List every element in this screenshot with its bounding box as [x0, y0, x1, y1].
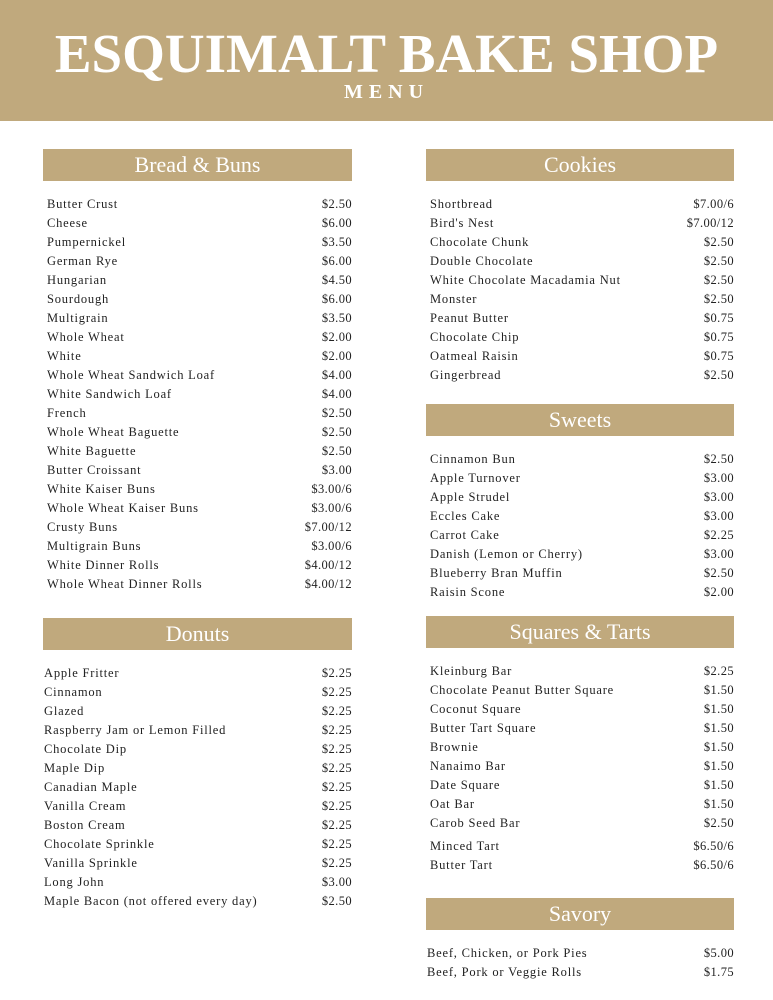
menu-item: [426, 795, 734, 814]
menu-item: [43, 759, 352, 778]
item-price: $3.00/6: [311, 501, 352, 515]
item-price: $2.50: [703, 452, 734, 466]
item-name: Carob Seed Bar: [430, 816, 521, 830]
item-name: Chocolate Chip: [430, 330, 520, 344]
item-name: Whole Wheat Baguette: [47, 425, 180, 439]
item-price: $3.50: [321, 311, 352, 325]
item-price: $2.50: [703, 816, 734, 830]
menu-item: [43, 778, 352, 797]
item-price: $2.25: [321, 761, 352, 775]
item-name: Date Square: [430, 778, 501, 792]
item-price: $3.00/6: [311, 482, 352, 496]
item-price: $2.50: [703, 254, 734, 268]
menu-item: [426, 837, 734, 856]
menu-item: [426, 347, 734, 366]
item-name: Cinnamon: [44, 685, 103, 699]
item-name: Oat Bar: [430, 797, 475, 811]
item-name: Maple Bacon (not offered every day): [44, 894, 258, 908]
menu-item: [426, 564, 734, 583]
item-name: Vanilla Cream: [44, 799, 127, 813]
menu-item: [426, 700, 734, 719]
item-price: $0.75: [703, 330, 734, 344]
item-name: Cheese: [47, 216, 88, 230]
item-name: Butter Croissant: [47, 463, 142, 477]
item-name: Chocolate Peanut Butter Square: [430, 683, 615, 697]
menu-item: [43, 702, 352, 721]
item-price: $3.50: [321, 235, 352, 249]
item-price: $2.00: [321, 349, 352, 363]
item-name: Whole Wheat Dinner Rolls: [47, 577, 203, 591]
menu-item: [43, 835, 352, 854]
item-price: $2.25: [321, 780, 352, 794]
menu-item: [43, 664, 352, 683]
item-name: Chocolate Dip: [44, 742, 127, 756]
menu-item: [426, 271, 734, 290]
menu-item: [426, 526, 734, 545]
menu-item: [43, 271, 352, 290]
menu-item: [43, 461, 352, 480]
section-title-savory: Savory: [426, 898, 734, 930]
section-title-bread-buns: Bread & Buns: [43, 149, 352, 181]
item-price: $1.50: [703, 683, 734, 697]
item-name: Nanaimo Bar: [430, 759, 506, 773]
menu-item: [43, 854, 352, 873]
item-name: Vanilla Sprinkle: [44, 856, 138, 870]
item-name: Whole Wheat Sandwich Loaf: [47, 368, 215, 382]
item-price: $2.25: [321, 742, 352, 756]
item-name: Maple Dip: [44, 761, 106, 775]
section-cookies: [426, 149, 734, 385]
menu-item: [426, 214, 734, 233]
item-price: $7.00/12: [304, 520, 352, 534]
item-price: $2.50: [703, 368, 734, 382]
item-price: $2.25: [321, 704, 352, 718]
item-price: $3.00: [321, 875, 352, 889]
menu-item: [426, 366, 734, 385]
menu-item: [43, 214, 352, 233]
item-price: $2.25: [321, 837, 352, 851]
menu-item: [426, 195, 734, 214]
item-name: Double Chocolate: [430, 254, 534, 268]
menu-item: [426, 583, 734, 602]
section-title-cookies: Cookies: [426, 149, 734, 181]
menu-item: [43, 404, 352, 423]
item-price: $4.00: [321, 368, 352, 382]
item-name: Gingerbread: [430, 368, 502, 382]
item-price: $6.50/6: [693, 858, 734, 872]
menu-item: [43, 575, 352, 594]
section-donuts: [43, 618, 352, 911]
section-title-squares-tarts: Squares & Tarts: [426, 616, 734, 648]
menu-item: [43, 328, 352, 347]
item-name: Peanut Butter: [430, 311, 509, 325]
item-price: $6.00: [321, 292, 352, 306]
item-list: [43, 664, 352, 911]
menu-item: [43, 290, 352, 309]
menu-item: [43, 423, 352, 442]
item-name: Canadian Maple: [44, 780, 138, 794]
item-price: $1.75: [703, 965, 734, 979]
item-name: Whole Wheat Kaiser Buns: [47, 501, 199, 515]
menu-item: [426, 719, 734, 738]
item-price: $2.25: [703, 664, 734, 678]
item-name: Glazed: [44, 704, 85, 718]
item-price: $3.00: [321, 463, 352, 477]
item-name: Butter Tart Square: [430, 721, 537, 735]
item-name: Eccles Cake: [430, 509, 501, 523]
item-name: Cinnamon Bun: [430, 452, 516, 466]
item-price: $2.25: [321, 723, 352, 737]
item-price: $2.50: [703, 566, 734, 580]
item-price: $5.00: [703, 946, 734, 960]
item-name: White Kaiser Buns: [47, 482, 156, 496]
item-name: Coconut Square: [430, 702, 522, 716]
item-list: [426, 944, 734, 982]
item-name: Oatmeal Raisin: [430, 349, 519, 363]
item-price: $6.50/6: [693, 839, 734, 853]
menu-item: [43, 797, 352, 816]
item-name: Hungarian: [47, 273, 107, 287]
item-name: Crusty Buns: [47, 520, 118, 534]
section-sweets: [426, 404, 734, 602]
header-banner: [0, 0, 773, 121]
section-savory: [426, 898, 734, 982]
item-price: $2.50: [321, 406, 352, 420]
item-name: White: [47, 349, 82, 363]
item-name: Monster: [430, 292, 478, 306]
menu-item: [426, 963, 734, 982]
menu-item: [426, 450, 734, 469]
item-price: $1.50: [703, 721, 734, 735]
item-name: Beef, Pork or Veggie Rolls: [427, 965, 582, 979]
menu-item: [43, 683, 352, 702]
item-name: Multigrain: [47, 311, 109, 325]
item-price: $6.00: [321, 254, 352, 268]
item-price: $1.50: [703, 778, 734, 792]
item-name: Boston Cream: [44, 818, 126, 832]
menu-item: [426, 545, 734, 564]
item-name: Chocolate Chunk: [430, 235, 530, 249]
menu-item: [426, 856, 734, 875]
item-price: $4.00/12: [304, 558, 352, 572]
menu-item: [43, 499, 352, 518]
item-name: Minced Tart: [430, 839, 500, 853]
shop-title: ESQUIMALT BAKE SHOP: [54, 23, 719, 84]
item-name: Raspberry Jam or Lemon Filled: [44, 723, 227, 737]
menu-item: [43, 385, 352, 404]
item-name: Danish (Lemon or Cherry): [430, 547, 583, 561]
item-price: $1.50: [703, 740, 734, 754]
menu-item: [426, 328, 734, 347]
item-name: White Baguette: [47, 444, 137, 458]
item-price: $1.50: [703, 702, 734, 716]
item-price: $2.50: [321, 425, 352, 439]
menu-item: [426, 738, 734, 757]
item-list: [426, 450, 734, 602]
menu-item: [426, 488, 734, 507]
menu-item: [43, 480, 352, 499]
item-name: Multigrain Buns: [47, 539, 142, 553]
item-name: German Rye: [47, 254, 119, 268]
item-price: $2.25: [321, 685, 352, 699]
menu-item: [426, 290, 734, 309]
menu-item: [426, 776, 734, 795]
item-price: $3.00: [703, 490, 734, 504]
item-price: $2.00: [703, 585, 734, 599]
menu-item: [43, 195, 352, 214]
menu-item: [43, 366, 352, 385]
item-name: White Chocolate Macadamia Nut: [430, 273, 621, 287]
section-title-sweets: Sweets: [426, 404, 734, 436]
item-name: White Dinner Rolls: [47, 558, 160, 572]
menu-item: [426, 309, 734, 328]
menu-item: [426, 233, 734, 252]
item-name: Butter Crust: [47, 197, 119, 211]
item-price: $2.25: [321, 818, 352, 832]
item-list: [426, 195, 734, 385]
item-name: Kleinburg Bar: [430, 664, 513, 678]
menu-item: [43, 556, 352, 575]
item-price: $3.00: [703, 509, 734, 523]
item-price: $7.00/6: [693, 197, 734, 211]
item-price: $2.50: [703, 235, 734, 249]
item-name: Sourdough: [47, 292, 110, 306]
menu-item: [43, 252, 352, 271]
item-price: $0.75: [703, 311, 734, 325]
menu-item: [43, 233, 352, 252]
item-price: $2.50: [321, 197, 352, 211]
item-name: Apple Fritter: [44, 666, 120, 680]
item-price: $2.25: [321, 666, 352, 680]
item-name: Whole Wheat: [47, 330, 125, 344]
item-price: $3.00/6: [311, 539, 352, 553]
item-name: White Sandwich Loaf: [47, 387, 172, 401]
item-list: [43, 195, 352, 594]
item-name: Carrot Cake: [430, 528, 500, 542]
item-name: French: [47, 406, 87, 420]
menu-item: [426, 757, 734, 776]
item-price: $2.00: [321, 330, 352, 344]
item-name: Butter Tart: [430, 858, 493, 872]
item-price: $4.50: [321, 273, 352, 287]
item-price: $7.00/12: [686, 216, 734, 230]
menu-item: [43, 309, 352, 328]
item-price: $2.50: [321, 444, 352, 458]
menu-item: [43, 873, 352, 892]
section-bread-buns: [43, 149, 352, 594]
item-price: $2.25: [703, 528, 734, 542]
section-squares-tarts: [426, 616, 734, 875]
menu-item: [43, 816, 352, 835]
menu-item: [43, 892, 352, 911]
item-name: Bird's Nest: [430, 216, 495, 230]
item-list: [426, 662, 734, 833]
item-price: $2.50: [703, 292, 734, 306]
item-price: $0.75: [703, 349, 734, 363]
item-price: $2.50: [703, 273, 734, 287]
menu-item: [426, 814, 734, 833]
menu-item: [43, 442, 352, 461]
menu-item: [426, 469, 734, 488]
section-title-donuts: Donuts: [43, 618, 352, 650]
item-name: Chocolate Sprinkle: [44, 837, 155, 851]
item-name: Shortbread: [430, 197, 493, 211]
item-price: $3.00: [703, 471, 734, 485]
menu-item: [426, 252, 734, 271]
item-price: $3.00: [703, 547, 734, 561]
item-name: Pumpernickel: [47, 235, 127, 249]
menu-item: [43, 537, 352, 556]
item-name: Beef, Chicken, or Pork Pies: [427, 946, 588, 960]
item-name: Raisin Scone: [430, 585, 506, 599]
menu-item: [426, 944, 734, 963]
item-name: Long John: [44, 875, 105, 889]
item-price: $1.50: [703, 759, 734, 773]
item-price: $2.25: [321, 856, 352, 870]
tart-list: [426, 837, 734, 875]
item-price: $4.00: [321, 387, 352, 401]
menu-subtitle: MENU: [343, 81, 430, 103]
item-price: $4.00/12: [304, 577, 352, 591]
item-price: $1.50: [703, 797, 734, 811]
item-name: Blueberry Bran Muffin: [430, 566, 563, 580]
item-name: Brownie: [430, 740, 479, 754]
menu-item: [43, 347, 352, 366]
item-price: $6.00: [321, 216, 352, 230]
menu-item: [43, 740, 352, 759]
menu-item: [426, 507, 734, 526]
item-price: $2.25: [321, 799, 352, 813]
item-price: $2.50: [321, 894, 352, 908]
menu-item: [43, 518, 352, 537]
item-name: Apple Strudel: [430, 490, 511, 504]
menu-item: [426, 662, 734, 681]
menu-item: [426, 681, 734, 700]
menu-item: [43, 721, 352, 740]
item-name: Apple Turnover: [430, 471, 521, 485]
